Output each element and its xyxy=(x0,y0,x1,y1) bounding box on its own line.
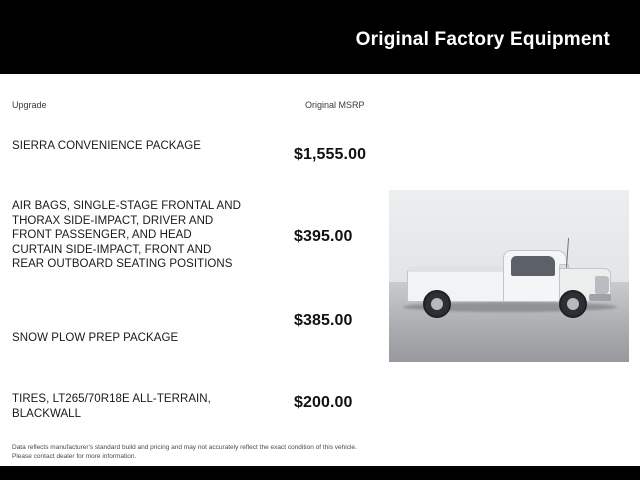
truck-illustration xyxy=(407,236,613,328)
truck-window xyxy=(511,256,555,276)
truck-bumper xyxy=(589,294,611,301)
page-title: Original Factory Equipment xyxy=(355,29,610,50)
row-price: $385.00 xyxy=(294,312,353,329)
disclaimer xyxy=(12,443,432,461)
truck-bed-rail xyxy=(409,266,509,272)
disclaimer-line-2: Please contact dealer for more information. xyxy=(12,453,137,460)
truck-front-wheel xyxy=(559,290,587,318)
row-price: $1,555.00 xyxy=(294,146,367,163)
row-price: $395.00 xyxy=(294,228,353,245)
truck-bed xyxy=(407,270,513,302)
disclaimer-line-1: Data reflects manufacturer's standard build and pricing and may not accurately reflect the exact condition of this vehicle. xyxy=(12,444,357,451)
table-row: AIR BAGS, SINGLE-STAGE FRONTAL AND THORAX SIDE-IMPACT, DRIVER AND FRONT PASSENGER, AND HEAD CURTAIN SIDE-IMPACT, FRONT AND REAR OUTBOARD SEATING POSITIONS xyxy=(12,200,241,270)
table-row: SNOW PLOW PREP PACKAGE xyxy=(12,332,179,344)
column-header-upgrade: Upgrade xyxy=(12,100,47,110)
row-price: $200.00 xyxy=(294,394,353,411)
truck-rear-wheel xyxy=(423,290,451,318)
table-row: SIERRA CONVENIENCE PACKAGE xyxy=(12,140,201,152)
footer-bar xyxy=(0,466,640,480)
table-row: TIRES, LT265/70R18E ALL-TERRAIN, BLACKWALL xyxy=(12,393,211,420)
vehicle-photo xyxy=(389,190,629,362)
truck-grille xyxy=(595,276,609,294)
column-header-msrp: Original MSRP xyxy=(305,100,365,110)
